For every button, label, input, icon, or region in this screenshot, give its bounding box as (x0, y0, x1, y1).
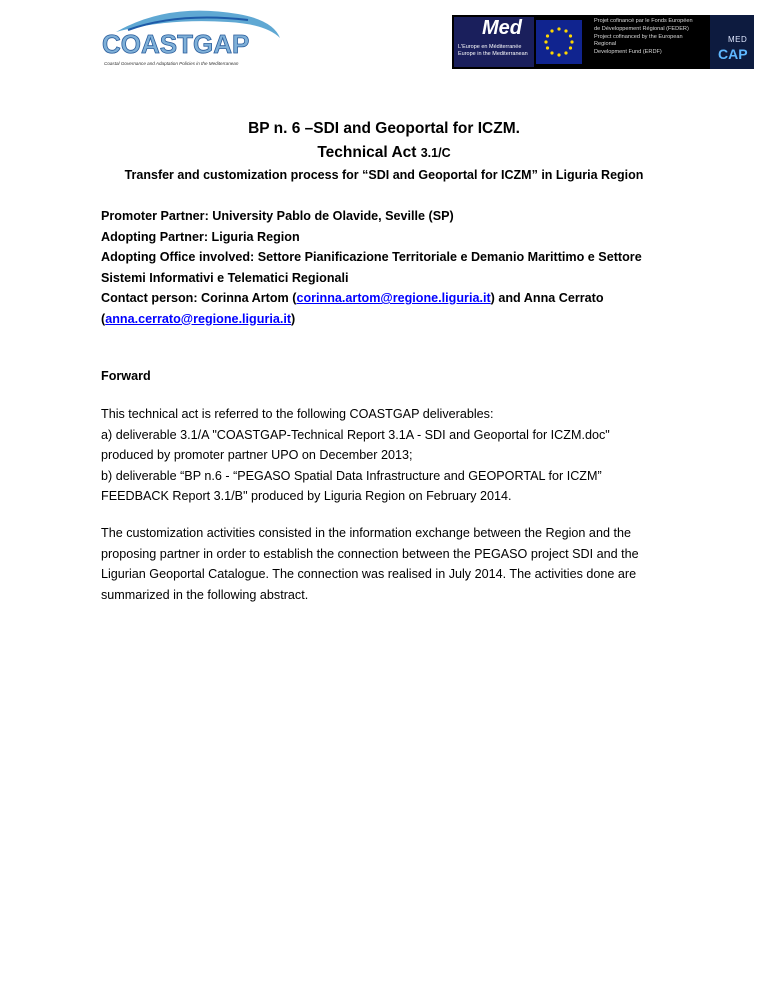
deliverable-b: b) deliverable “BP n.6 - “PEGASO Spatial Data Infrastructure and GEOPORTAL for ICZM” (101, 468, 602, 483)
deliverable-a: a) deliverable 3.1/A "COASTGAP-Technical Report 3.1A - SDI and Geoportal for ICZM.doc" (101, 427, 610, 442)
eu-flag-icon (536, 20, 582, 64)
customization-paragraph: The customization activities consisted in the information exchange between the Region and the proposing partner in order to establish the connection between the PEGASO project SDI and the Ligurian Geoportal Catalogue. The connection was realised in July 2014. The activities done are summarized in the following abstract. (101, 526, 639, 602)
deliverables-paragraph: This technical act is referred to the following COASTGAP deliverables: a) deliverable 3.1/A "COASTGAP-Technical Report 3.1A - SDI and Geoportal for ICZM.doc" produced by promoter partner UPO on December 2013; b) deliverable “BP n.6 - “PEGASO Spatial Data Infrastructure and GEOPORTAL for ICZM” FEEDBACK Report 3.1/B" produced by Liguria Region on February 2014. (101, 404, 701, 507)
adopting-office-cont: Sistemi Informativi e Telematici Regionali (101, 270, 349, 285)
document-description: Transfer and customization process for “SDI and Geoportal for ICZM” in Liguria Region (124, 168, 644, 182)
medcap-logo: MED CAP (710, 15, 754, 69)
promoter-partner: Promoter Partner: University Pablo de Olavide, Seville (SP) (101, 209, 454, 223)
email-link-cerrato[interactable]: anna.cerrato@regione.liguria.it (105, 311, 292, 326)
coastgap-logo-name: COASTGAP (102, 29, 250, 59)
contact-person: Contact person: Corinna Artom (corinna.artom@regione.liguria.it) and Anna Cerrato (101, 291, 604, 305)
email-link-artom[interactable]: corinna.artom@regione.liguria.it (296, 291, 491, 305)
document-subtitle: Technical Act 3.1/C (317, 144, 451, 161)
eu-funding-text: Projet cofinancé par le Fonds Européen de Développement Régional (FEDER) Project cofinanced by the European Regional Development Fund (ERDF) (594, 18, 693, 56)
med-logo-line: Europe in the Mediterranean (458, 51, 528, 57)
med-logo-word: Med (482, 17, 522, 39)
document-title: BP n. 6 –SDI and Geoportal for ICZM. (248, 120, 520, 137)
coastgap-logo (98, 10, 284, 68)
med-logo (454, 17, 534, 67)
contact-person-cont: (anna.cerrato@regione.liguria.it) (101, 311, 296, 326)
section-heading-forward: Forward (101, 369, 151, 383)
adopting-partner: Adopting Partner: Liguria Region (101, 229, 300, 244)
adopting-office: Adopting Office involved: Settore Pianificazione Territoriale e Demanio Marittimo e Settore (101, 250, 642, 264)
coastgap-logo-tagline: Coastal Governance and Adaptation Policies in the Mediterranean (104, 61, 239, 66)
med-program-banner (452, 15, 754, 69)
partner-info (101, 206, 701, 329)
med-logo-line: L'Europe en Méditerranée (458, 44, 522, 50)
